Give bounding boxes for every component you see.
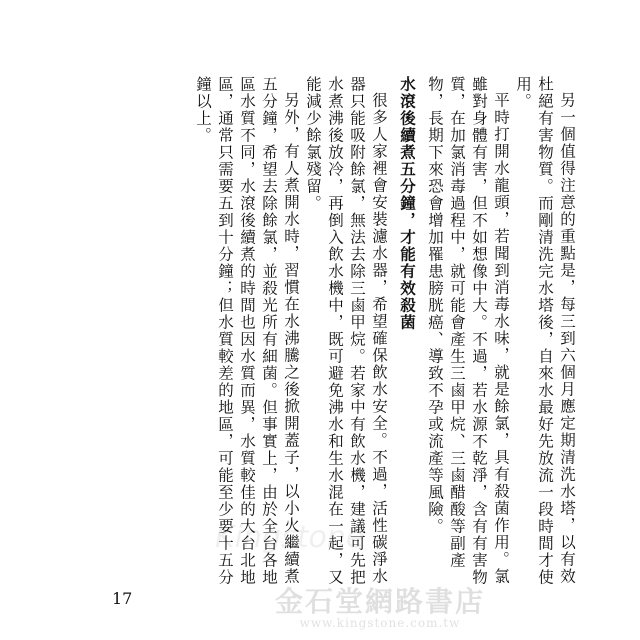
paragraph-boiling-time: 另外，有人煮開水時，習慣在水沸騰之後掀開蓋子，以小火繼續煮五分鐘，希望去除餘氯，並殺光所有細菌。但事實上，由於全台各地區水質不同，水滾後續煮的時間也因水質而異，水質較佳的大台北地區，通常只需要五到十分鐘；但水質較差的地區，可能至少要十五分鐘以上。 [194,76,300,586]
page-number: 17 [112,589,133,608]
section-heading: 水滾後續煮五分鐘，才能有效殺菌 [398,76,416,331]
paragraph-residual-chlorine: 平時打開水龍頭，若聞到消毒水味，就是餘氯，具有殺菌作用。氯雖對身體有害，但不如想像中大。不過，若水源不乾淨，含有有害物質，在加氯消毒過程中，就可能會產生三鹵甲烷、三鹵醋酸等副產物，長期下來恐會增加罹患膀胱癌、導致不孕或流產等風險。 [426,76,510,586]
watermark [250,580,510,640]
paragraph-water-filter: 很多人家裡會安裝濾水器，希望確保飲水安全。不過，活性碳淨水器只能吸附餘氯，無法去除三鹵甲烷。若家中有飲水機，建議可先把水煮沸後放冷，再倒入飲水機中，既可避免沸水和生水混在一起，又能減少餘氯殘留。 [304,76,388,586]
watermark-brand: 金石堂網路書店 [274,585,485,618]
paragraph-water-tower: 另一個值得注意的重點是，每三到六個月應定期清洗水塔，以有效杜絕有害物質。而剛清洗完水塔後，自來水最好先放流一段時間才使用。 [514,76,576,586]
watermark-url: www.kingstone.com.tw [299,616,461,630]
vertical-text-body [192,76,578,596]
watermark-ghost-text: Kingstone [215,520,365,555]
